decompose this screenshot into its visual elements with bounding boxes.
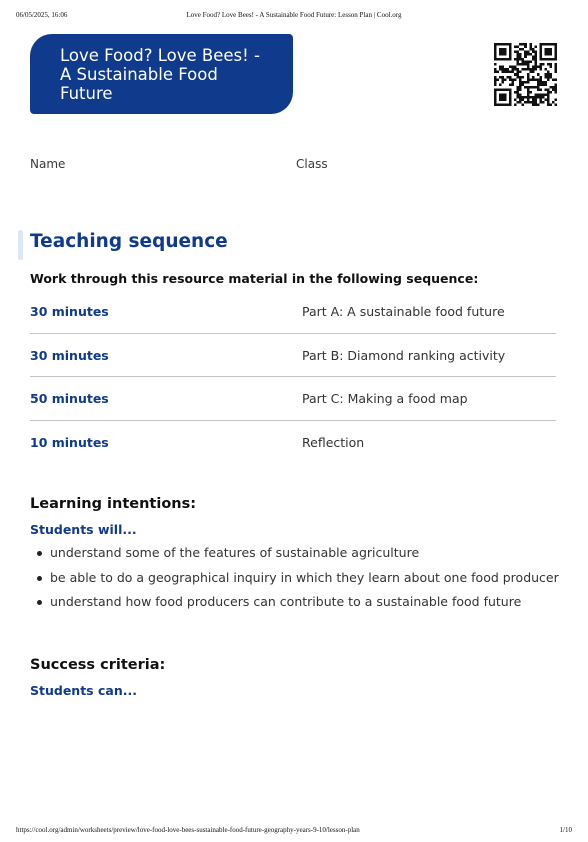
sequence-duration: 30 minutes: [30, 347, 109, 363]
print-footer-page-number: 1/10: [559, 826, 572, 834]
section-accent-bar: [18, 230, 23, 260]
teaching-sequence-heading: Teaching sequence: [30, 231, 228, 252]
list-item-text: understand how food producers can contribute to a sustainable food future: [50, 594, 522, 609]
class-field-label: Class: [296, 157, 328, 171]
sequence-activity: Part B: Diamond ranking activity: [302, 347, 506, 363]
print-header-title: Love Food? Love Bees! - A Sustainable Food Future: Lesson Plan | Cool.org: [186, 11, 402, 19]
success-criteria-heading: Success criteria:: [30, 657, 166, 673]
print-footer-url: https://cool.org/admin/worksheets/preview/love-food-love-bees-sustainable-food-future-geography-years-9-10/lesson-plan: [16, 826, 360, 834]
list-item: [30, 569, 559, 594]
list-item-text: understand some of the features of sustainable agriculture: [50, 545, 420, 560]
sequence-duration: 10 minutes: [30, 434, 109, 450]
print-header-datetime: 06/05/2025, 16:06: [16, 11, 68, 19]
list-item: [30, 593, 559, 618]
learning-intentions-list: [30, 544, 559, 618]
success-criteria-lead: Students can...: [30, 683, 137, 698]
learning-intentions-heading: Learning intentions:: [30, 496, 197, 512]
sequence-activity: Part A: A sustainable food future: [302, 304, 505, 319]
sequence-row: [30, 377, 556, 421]
sequence-row: [30, 290, 556, 334]
teaching-sequence-table: [30, 290, 556, 463]
name-field-label: Name: [30, 157, 66, 171]
sequence-duration: 50 minutes: [30, 391, 109, 406]
sequence-activity: Part C: Making a food map: [302, 391, 468, 406]
list-item: [30, 544, 559, 569]
sequence-row: [30, 334, 556, 378]
list-item-text: be able to do a geographical inquiry in which they learn about one food producer: [50, 569, 559, 585]
bullet-icon: [37, 576, 42, 581]
learning-intentions-lead: Students will...: [30, 522, 137, 537]
teaching-sequence-intro: Work through this resource material in the following sequence:: [30, 271, 479, 286]
bullet-icon: [37, 551, 42, 556]
sequence-row: [30, 421, 556, 464]
sequence-activity: Reflection: [302, 434, 365, 450]
sequence-duration: 30 minutes: [30, 304, 109, 319]
document-title: Love Food? Love Bees! - A Sustainable Food Future: [60, 46, 260, 103]
bullet-icon: [37, 600, 42, 605]
title-banner: [30, 34, 293, 114]
qr-code-icon: [494, 43, 557, 106]
